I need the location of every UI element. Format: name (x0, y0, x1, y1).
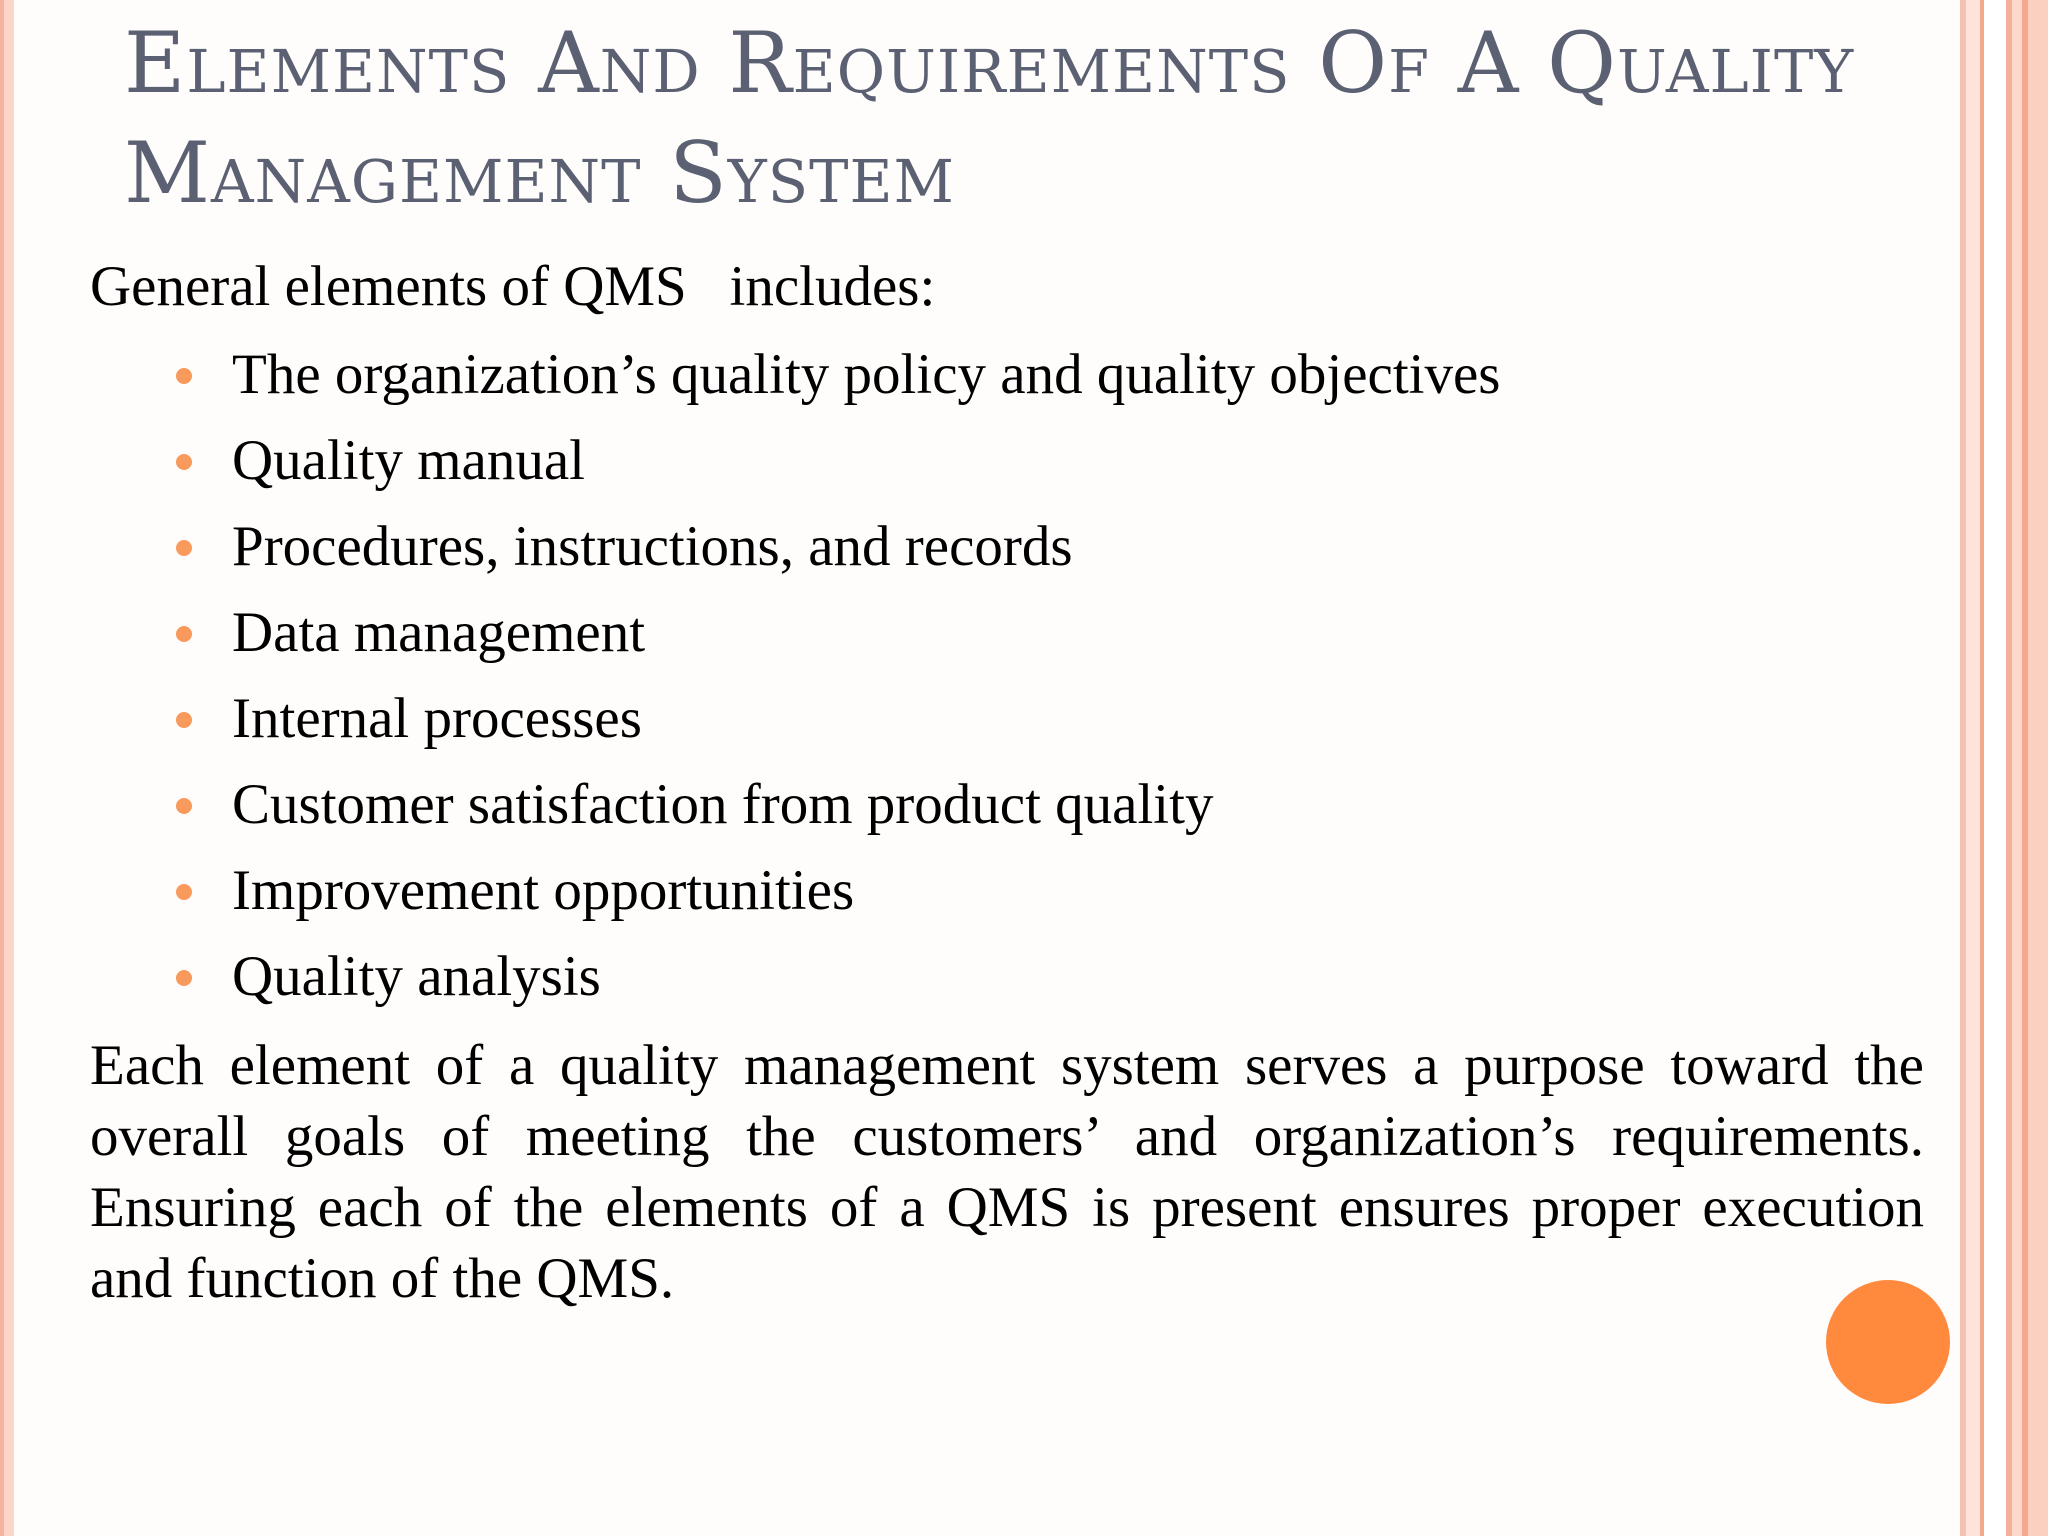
bullet-icon (176, 454, 192, 470)
bullet-icon (176, 798, 192, 814)
bullet-icon (176, 884, 192, 900)
list-item (170, 598, 1500, 684)
slide-title: Elements And Requirements Of A Quality Management System (124, 14, 1855, 222)
list-item-text: Customer satisfaction from product quality (232, 773, 1214, 836)
list-item-text: Procedures, instructions, and records (232, 515, 1073, 578)
list-item-text: Data management (232, 601, 646, 664)
right-decorative-border (1960, 0, 2048, 1536)
list-item-text: Improvement opportunities (232, 859, 855, 922)
list-item (170, 340, 1500, 426)
orange-circle-decoration (1826, 1280, 1950, 1404)
list-item-text: Quality analysis (232, 945, 601, 1008)
bullet-icon (176, 368, 192, 384)
list-item-text: The organization’s quality policy and quality objectives (232, 343, 1501, 406)
bullet-icon (176, 712, 192, 728)
summary-paragraph: Each element of a quality management system serves a purpose toward the overall goals of meeting the customers’ and organization’s requirements. Ensuring each of the elements of a QMS is present ensures proper execution and function of the QMS. (90, 1034, 1924, 1310)
bullet-icon (176, 540, 192, 556)
bullet-list (170, 340, 1500, 1028)
list-item-text: Internal processes (232, 687, 642, 750)
bullet-icon (176, 626, 192, 642)
list-item (170, 856, 1500, 942)
intro-text: General elements of QMS includes: (90, 255, 936, 318)
list-item (170, 684, 1500, 770)
list-item (170, 942, 1500, 1028)
list-item (170, 426, 1500, 512)
list-item (170, 512, 1500, 598)
list-item-text: Quality manual (232, 429, 585, 492)
left-decorative-border (0, 0, 14, 1536)
bullet-icon (176, 970, 192, 986)
list-item (170, 770, 1500, 856)
